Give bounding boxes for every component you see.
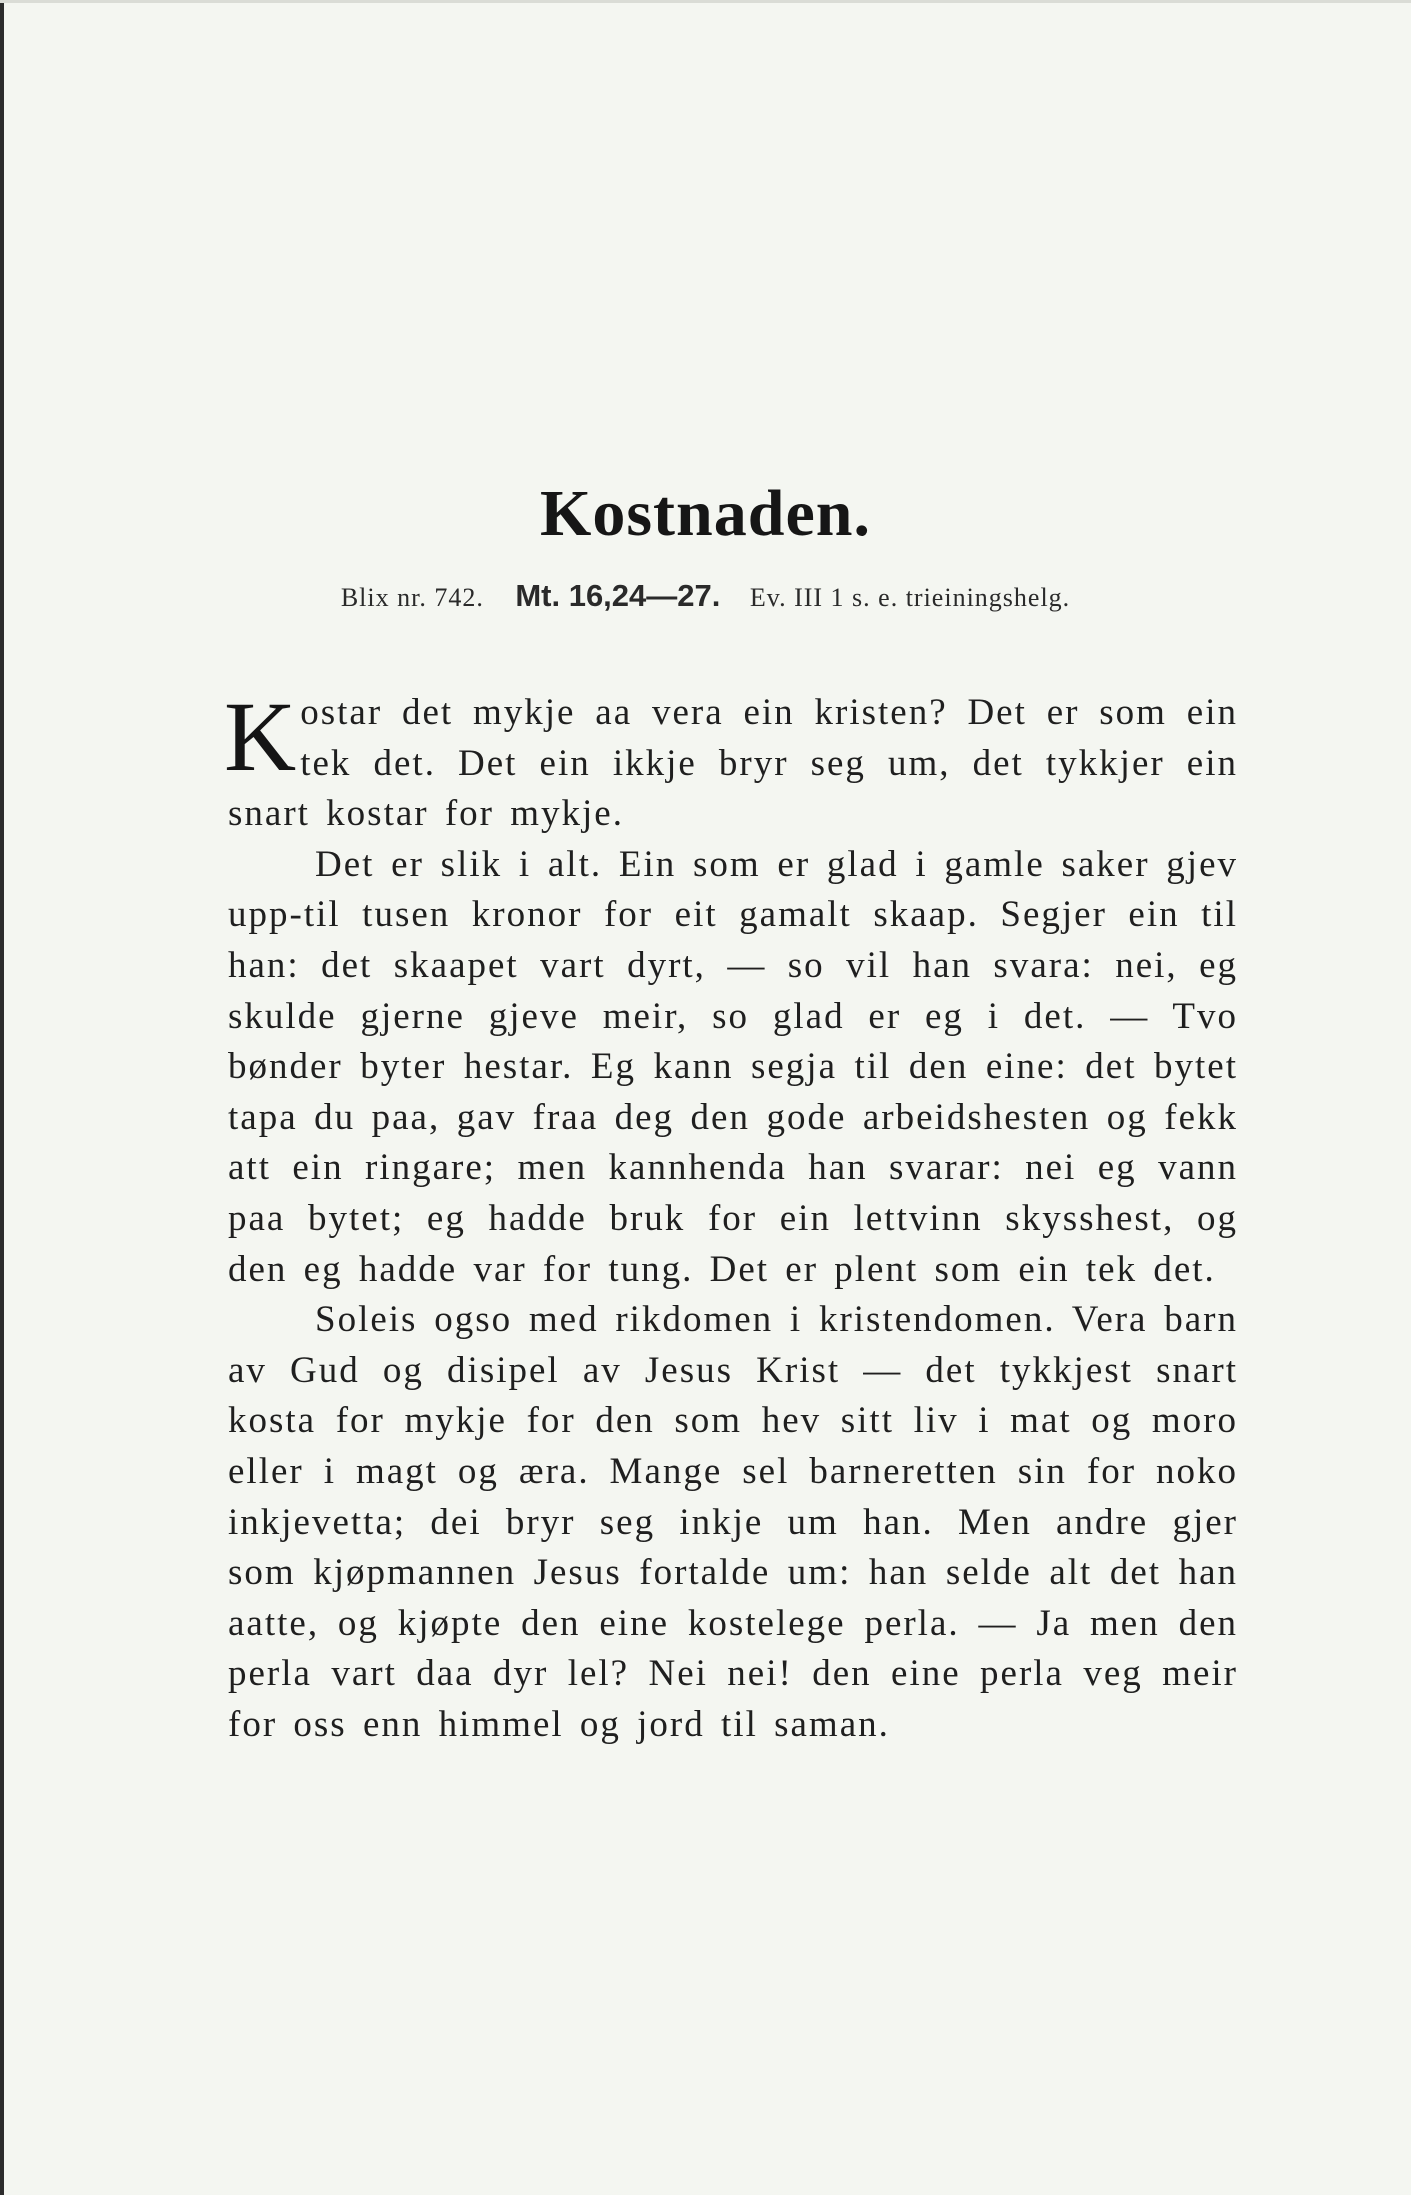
body-text	[224, 681, 1238, 1750]
paragraph-3: Soleis ogso med rikdomen i kristendomen. Vera barn av Gud og disipel av Jesus Krist — det tykkjest snart kosta for mykje for den som hev sitt liv i mat og moro eller i magt og æra. Mange sel barneretten sin for noko inkjevetta; dei bryr seg inkje um han. Men andre gjer som kjøpmannen Jesus fortalde um: han selde alt det han aatte, og kjøpte den eine kostelege perla. — Ja men den perla vart daa dyr lel? Nei nei! den eine perla veg meir for oss enn himmel og jord til saman.	[228, 1299, 1238, 1745]
paragraph-1-text: ostar det mykje aa vera ein kristen? Det er som ein tek det. Det ein ikkje bryr seg um, det tykkjer ein snart kostar for mykje.	[228, 692, 1238, 835]
paragraph-1	[224, 681, 1238, 840]
page-top-edge	[0, 0, 1411, 3]
page-left-edge	[0, 0, 4, 2195]
drop-cap: K	[224, 681, 297, 792]
scripture-reference: Mt. 16,24—27.	[515, 578, 721, 613]
subtitle-line	[0, 578, 1411, 614]
hymn-reference: Blix nr. 742.	[340, 583, 484, 612]
gospel-reference: Ev. III 1 s. e. trieiningshelg.	[749, 583, 1071, 612]
paragraph-2: Det er slik i alt. Ein som er glad i gamle saker gjev upp-til tusen kronor for eit gamalt skaap. Segjer ein til han: det skaapet vart dyrt, — so vil han svara: nei, eg skulde gjerne gjeve meir, so glad er eg i det. — Tvo bønder byter hestar. Eg kann segja til den eine: det bytet tapa du paa, gav fraa deg den gode arbeidshesten og fekk att ein ringare; men kannhenda han svarar: nei eg vann paa bytet; eg hadde bruk for ein lettvinn skysshest, og den eg hadde var for tung. Det er plent som ein tek det.	[228, 843, 1238, 1290]
page-title: Kostnaden.	[540, 477, 871, 550]
